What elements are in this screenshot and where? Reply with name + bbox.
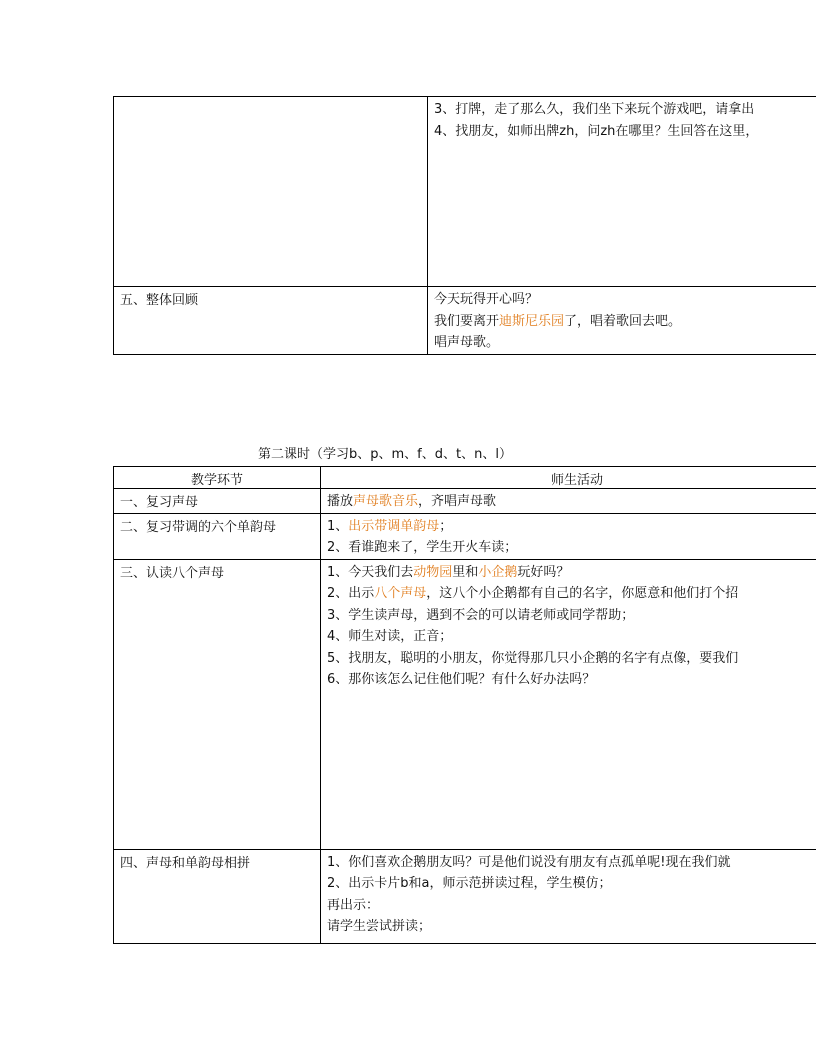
activity-line: 1、出示带调单韵母； — [327, 518, 453, 534]
activity-cell — [321, 849, 816, 943]
activity-line: 3、学生读声母，遇到不会的可以请老师或同学帮助； — [327, 607, 635, 623]
highlight-text: 动物园 — [413, 564, 453, 580]
activity-line: 2、出示八个声母，这八个小企鹅都有自己的名字，你愿意和他们打个招 — [327, 586, 739, 601]
column-header-activity: 师生活动 — [321, 467, 816, 489]
activity-cell — [321, 513, 816, 559]
activity-cell — [321, 559, 816, 849]
table-header-row — [114, 467, 816, 489]
activity-line: 1、今天我们去动物园里和小企鹅玩好吗？ — [327, 564, 570, 580]
stage-cell: 五、整体回顾 — [114, 287, 428, 355]
lesson-caption: 第二课时（学习b、p、m、f、d、t、n、l） — [258, 447, 512, 462]
highlight-text: 八个声母 — [374, 586, 427, 601]
column-header-stage: 教学环节 — [114, 467, 321, 489]
lesson-table-second-period — [113, 466, 816, 944]
highlight-text: 出示带调单韵母 — [348, 518, 440, 534]
activity-line: 3、打牌，走了那么久，我们坐下来玩个游戏吧，请拿出 — [434, 102, 755, 117]
activity-line: 6、那你该怎么记住他们呢？有什么好办法吗？ — [327, 672, 596, 687]
activity-line: 5、找朋友，聪明的小朋友，你觉得那几只小企鹅的名字有点像，要我们 — [327, 650, 739, 666]
stage-cell — [114, 97, 428, 287]
activity-line: 2、出示卡片b和a，师示范拼读过程，学生模仿； — [327, 876, 612, 891]
stage-cell: 四、声母和单韵母相拼 — [114, 849, 321, 943]
stage-cell: 二、复习带调的六个单韵母 — [114, 513, 321, 559]
activity-line: 1、你们喜欢企鹅朋友吗？可是他们说没有朋友有点孤单呢!现在我们就 — [327, 854, 731, 870]
activity-line: 请学生尝试拼读； — [327, 919, 432, 934]
activity-line: 播放声母歌音乐，齐唱声母歌 — [327, 494, 497, 509]
highlight-text: 迪斯尼乐园 — [499, 313, 565, 329]
table-row — [114, 287, 816, 355]
activity-cell — [428, 287, 816, 355]
stage-cell: 一、复习声母 — [114, 489, 321, 514]
activity-line: 今天玩得开心吗？ — [434, 292, 539, 307]
activity-cell — [321, 489, 816, 514]
table-row — [114, 559, 816, 849]
activity-line: 4、找朋友，如师出牌zh，问zh在哪里？生回答在这里， — [434, 123, 759, 139]
highlight-text: 小企鹅 — [478, 564, 518, 580]
activity-line: 唱声母歌。 — [434, 335, 500, 350]
lesson-table-continued — [113, 96, 816, 355]
stage-cell: 三、认读八个声母 — [114, 559, 321, 849]
activity-line: 我们要离开迪斯尼乐园了，唱着歌回去吧。 — [434, 313, 682, 329]
table-row — [114, 849, 816, 943]
highlight-text: 声母歌音乐 — [353, 494, 419, 509]
table-row — [114, 489, 816, 514]
table-row — [114, 513, 816, 559]
activity-line: 再出示： — [327, 897, 380, 913]
table-row — [114, 97, 816, 287]
activity-line: 4、师生对读，正音； — [327, 629, 453, 644]
activity-line: 2、看谁跑来了，学生开火车读； — [327, 540, 518, 555]
activity-cell — [428, 97, 816, 287]
